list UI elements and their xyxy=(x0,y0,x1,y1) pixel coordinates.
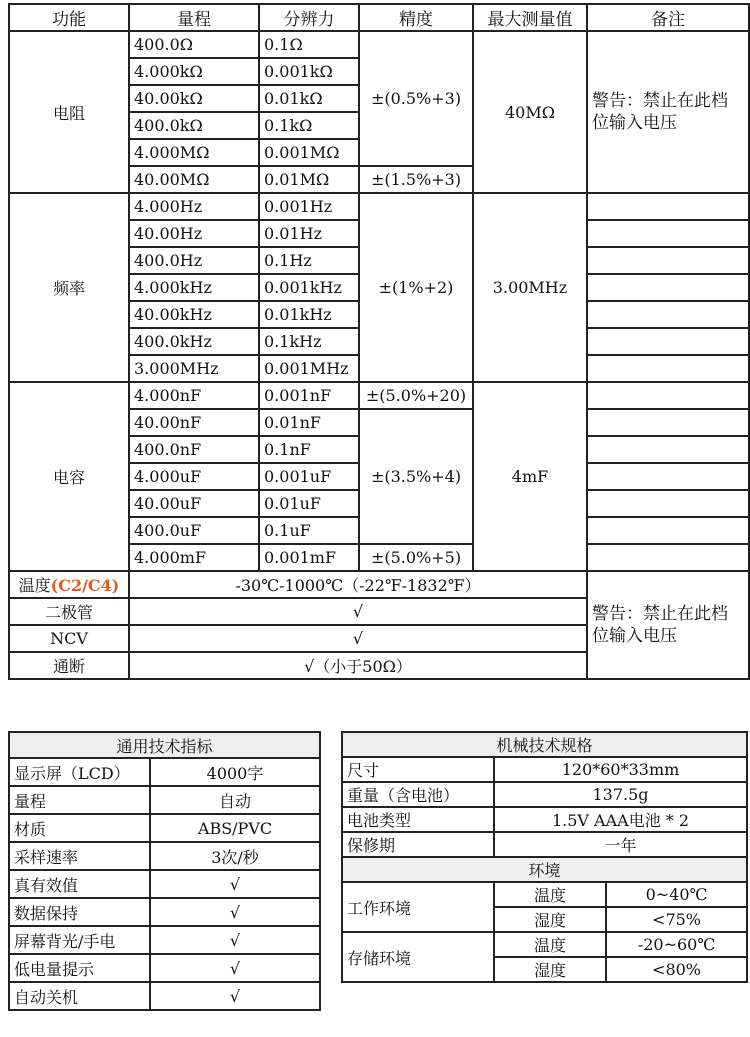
resolution-cell: 0.001MHz xyxy=(259,355,359,382)
range-cell: 40.00MΩ xyxy=(129,166,259,193)
spec-value: 137.5g xyxy=(494,782,747,807)
spec-value: √ xyxy=(150,870,320,898)
table-row xyxy=(9,926,320,954)
resistance-label: 电阻 xyxy=(9,31,129,193)
empty-note-cell xyxy=(587,382,749,409)
max-cell: 4mF xyxy=(473,382,587,571)
env-value: <75% xyxy=(606,907,747,932)
spec-key: 材质 xyxy=(9,814,150,842)
empty-note-cell xyxy=(587,463,749,490)
general-title: 通用技术指标 xyxy=(9,732,320,758)
table-row xyxy=(9,382,749,409)
table-row xyxy=(9,982,320,1010)
spec-value: 一年 xyxy=(494,832,747,857)
empty-note-cell xyxy=(587,193,749,220)
spec-key: 采样速率 xyxy=(9,842,150,870)
max-cell: 3.00MHz xyxy=(473,193,587,382)
table-row xyxy=(9,571,749,598)
empty-note-cell xyxy=(587,355,749,382)
table-row xyxy=(9,814,320,842)
continuity-value: √（小于50Ω） xyxy=(129,652,587,679)
storage-env-label: 存储环境 xyxy=(342,932,494,982)
resolution-cell: 0.001Hz xyxy=(259,193,359,220)
warning-note: 警告：禁止在此档位输入电压 xyxy=(587,31,749,193)
resolution-cell: 0.001mF xyxy=(259,544,359,571)
table-row xyxy=(9,954,320,982)
spec-key: 数据保持 xyxy=(9,898,150,926)
mechanical-spec-table xyxy=(341,731,748,983)
header-function: 功能 xyxy=(9,4,129,31)
range-cell: 4.000mF xyxy=(129,544,259,571)
resolution-cell: 0.01uF xyxy=(259,490,359,517)
empty-note-cell xyxy=(587,490,749,517)
resolution-cell: 0.1Ω xyxy=(259,31,359,58)
warning-note-2: 警告：禁止在此档位输入电压 xyxy=(587,571,749,679)
resolution-cell: 0.01nF xyxy=(259,409,359,436)
env-value: -20~60℃ xyxy=(606,932,747,957)
empty-note-cell xyxy=(587,220,749,247)
range-cell: 40.00nF xyxy=(129,409,259,436)
range-cell: 400.0uF xyxy=(129,517,259,544)
empty-note-cell xyxy=(587,436,749,463)
table-row xyxy=(9,898,320,926)
range-cell: 400.0nF xyxy=(129,436,259,463)
empty-note-cell xyxy=(587,274,749,301)
empty-note-cell xyxy=(587,409,749,436)
resolution-cell: 0.001kΩ xyxy=(259,58,359,85)
range-cell: 4.000MΩ xyxy=(129,139,259,166)
resolution-cell: 0.1nF xyxy=(259,436,359,463)
empty-note-cell xyxy=(587,544,749,571)
table-row xyxy=(9,31,749,58)
spec-key: 显示屏（LCD） xyxy=(9,758,150,786)
diode-label: 二极管 xyxy=(9,598,129,625)
table-row xyxy=(342,757,747,782)
table-row xyxy=(342,882,747,907)
temperature-label xyxy=(9,571,129,598)
spec-value: √ xyxy=(150,954,320,982)
range-cell: 40.00uF xyxy=(129,490,259,517)
env-key: 温度 xyxy=(494,882,606,907)
table-row xyxy=(9,758,320,786)
range-cell: 4.000kΩ xyxy=(129,58,259,85)
resolution-cell: 0.01kΩ xyxy=(259,85,359,112)
range-cell: 4.000kHz xyxy=(129,274,259,301)
empty-note-cell xyxy=(587,328,749,355)
environment-title: 环境 xyxy=(342,857,747,882)
table-row xyxy=(9,786,320,814)
accuracy-cell: ±(5.0%+20) xyxy=(359,382,473,409)
resolution-cell: 0.1Hz xyxy=(259,247,359,274)
mechanical-title: 机械技术规格 xyxy=(342,732,747,757)
range-cell: 4.000Hz xyxy=(129,193,259,220)
resolution-cell: 0.001uF xyxy=(259,463,359,490)
range-cell: 4.000uF xyxy=(129,463,259,490)
accuracy-cell: ±(0.5%+3) xyxy=(359,31,473,166)
table-row xyxy=(342,807,747,832)
table-row xyxy=(342,832,747,857)
spec-table xyxy=(8,3,750,680)
env-key: 湿度 xyxy=(494,957,606,982)
spec-value: √ xyxy=(150,926,320,954)
accuracy-cell: ±(1.5%+3) xyxy=(359,166,473,193)
spec-value: 120*60*33mm xyxy=(494,757,747,782)
range-cell: 400.0kΩ xyxy=(129,112,259,139)
spec-key: 低电量提示 xyxy=(9,954,150,982)
temperature-tag: (C2/C4) xyxy=(50,576,120,595)
header-max: 最大测量值 xyxy=(473,4,587,31)
table-row xyxy=(9,842,320,870)
resolution-cell: 0.1uF xyxy=(259,517,359,544)
general-spec-table xyxy=(8,731,321,1011)
resolution-cell: 0.1kHz xyxy=(259,328,359,355)
table-row xyxy=(342,732,747,757)
range-cell: 400.0kHz xyxy=(129,328,259,355)
capacitance-label: 电容 xyxy=(9,382,129,571)
header-range: 量程 xyxy=(129,4,259,31)
ncv-label: NCV xyxy=(9,625,129,652)
temperature-label-text: 温度 xyxy=(18,576,51,595)
resolution-cell: 0.001MΩ xyxy=(259,139,359,166)
spec-key: 屏幕背光/手电 xyxy=(9,926,150,954)
header-row xyxy=(9,4,749,31)
range-cell: 40.00kHz xyxy=(129,301,259,328)
spec-key: 保修期 xyxy=(342,832,494,857)
table-row xyxy=(9,732,320,758)
spec-key: 电池类型 xyxy=(342,807,494,832)
spec-value: 自动 xyxy=(150,786,320,814)
resolution-cell: 0.001nF xyxy=(259,382,359,409)
spec-key: 自动关机 xyxy=(9,982,150,1010)
spec-key: 量程 xyxy=(9,786,150,814)
range-cell: 4.000nF xyxy=(129,382,259,409)
resolution-cell: 0.01MΩ xyxy=(259,166,359,193)
ncv-value: √ xyxy=(129,625,587,652)
env-value: 0~40℃ xyxy=(606,882,747,907)
header-notes: 备注 xyxy=(587,4,749,31)
empty-note-cell xyxy=(587,517,749,544)
table-row xyxy=(9,193,749,220)
spec-key: 重量（含电池） xyxy=(342,782,494,807)
continuity-label: 通断 xyxy=(9,652,129,679)
temperature-value: -30℃-1000℃（-22℉-1832℉） xyxy=(129,571,587,598)
spec-value: 1.5V AAA电池 * 2 xyxy=(494,807,747,832)
range-cell: 400.0Ω xyxy=(129,31,259,58)
range-cell: 40.00kΩ xyxy=(129,85,259,112)
resolution-cell: 0.01kHz xyxy=(259,301,359,328)
accuracy-cell: ±(1%+2) xyxy=(359,193,473,382)
spec-value: √ xyxy=(150,898,320,926)
accuracy-cell: ±(3.5%+4) xyxy=(359,409,473,544)
max-cell: 40MΩ xyxy=(473,31,587,193)
spec-value: 3次/秒 xyxy=(150,842,320,870)
resolution-cell: 0.001kHz xyxy=(259,274,359,301)
range-cell: 40.00Hz xyxy=(129,220,259,247)
work-env-label: 工作环境 xyxy=(342,882,494,932)
accuracy-cell: ±(5.0%+5) xyxy=(359,544,473,571)
env-key: 温度 xyxy=(494,932,606,957)
diode-value: √ xyxy=(129,598,587,625)
table-row xyxy=(9,870,320,898)
header-accuracy: 精度 xyxy=(359,4,473,31)
range-cell: 400.0Hz xyxy=(129,247,259,274)
empty-note-cell xyxy=(587,247,749,274)
env-value: <80% xyxy=(606,957,747,982)
spec-value: √ xyxy=(150,982,320,1010)
frequency-label: 频率 xyxy=(9,193,129,382)
resolution-cell: 0.01Hz xyxy=(259,220,359,247)
spec-key: 尺寸 xyxy=(342,757,494,782)
table-row xyxy=(342,932,747,957)
header-resolution: 分辨力 xyxy=(259,4,359,31)
spec-value: ABS/PVC xyxy=(150,814,320,842)
range-cell: 3.000MHz xyxy=(129,355,259,382)
empty-note-cell xyxy=(587,301,749,328)
table-row xyxy=(342,782,747,807)
env-key: 湿度 xyxy=(494,907,606,932)
resolution-cell: 0.1kΩ xyxy=(259,112,359,139)
spec-value: 4000字 xyxy=(150,758,320,786)
table-row xyxy=(342,857,747,882)
spec-key: 真有效值 xyxy=(9,870,150,898)
